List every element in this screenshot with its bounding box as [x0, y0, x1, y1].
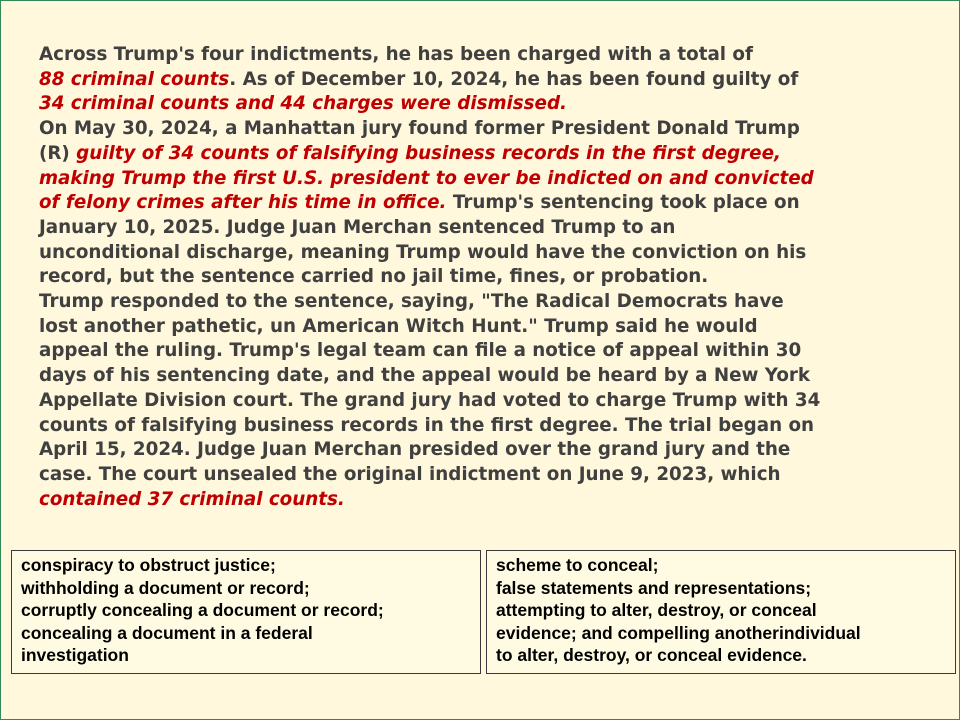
text-line: [39, 265, 939, 290]
text-line: [39, 43, 939, 68]
body-text: Trump's sentencing took place on: [446, 192, 800, 214]
text-line: [39, 389, 939, 414]
highlighted-text: guilty of 34 counts of falsifying business records in the first degree,: [76, 142, 781, 164]
highlighted-text: 34 criminal counts and 44 charges were dismissed.: [39, 93, 567, 115]
body-text: case. The court unsealed the original indictment on June 9, 2023, which: [39, 463, 781, 485]
charge-line: attempting to alter, destroy, or conceal: [496, 600, 817, 620]
text-line: [39, 167, 939, 192]
text-line: [39, 92, 939, 117]
highlighted-text: making Trump the first U.S. president to ever be indicted on and convicted: [39, 167, 814, 189]
right-charges-box: [486, 550, 956, 674]
body-text: Trump responded to the sentence, saying, "The Radical Democrats have: [39, 291, 784, 313]
body-text: record, but the sentence carried no jail time, fines, or probation.: [39, 266, 709, 288]
text-line: [39, 216, 939, 241]
charge-line: false statements and representations;: [496, 577, 812, 598]
charge-line: scheme to conceal;: [496, 555, 659, 575]
charge-line: concealing a document in a federal: [21, 622, 313, 643]
body-text: January 10, 2025. Judge Juan Merchan sentenced Trump to an: [39, 216, 676, 238]
text-line: [39, 339, 939, 364]
body-text: lost another pathetic, un American Witch Hunt." Trump said he would: [39, 315, 758, 337]
body-text: counts of falsifying business records in the first degree. The trial began on: [39, 414, 815, 436]
text-line: [39, 438, 939, 463]
text-line: [39, 488, 939, 513]
text-line: [39, 315, 939, 340]
text-line: [39, 364, 939, 389]
charge-line: investigation: [21, 645, 129, 665]
charge-line: conspiracy to obstruct justice;: [21, 555, 276, 575]
highlighted-text: of felony crimes after his time in office.: [39, 192, 447, 214]
body-text: unconditional discharge, meaning Trump would have the conviction on his: [39, 241, 807, 263]
text-line: [39, 142, 939, 167]
text-line: [39, 117, 939, 142]
body-text: . As of December 10, 2024, he has been found guilty of: [229, 68, 799, 90]
text-line: [39, 290, 939, 315]
charge-line: corruptly concealing a document or record;: [21, 600, 384, 620]
body-text: On May 30, 2024, a Manhattan jury found former President Donald Trump: [39, 118, 800, 140]
text-line: [39, 463, 939, 488]
text-line: [39, 68, 939, 93]
body-text: days of his sentencing date, and the appeal would be heard by a New York: [39, 365, 811, 387]
body-text: Appellate Division court. The grand jury had voted to charge Trump with 34: [39, 389, 821, 411]
body-text: (R): [39, 142, 77, 164]
left-charges-box: [11, 550, 481, 674]
charge-line: to alter, destroy, or conceal evidence.: [496, 645, 807, 665]
charge-line: withholding a document or record;: [21, 577, 310, 598]
body-text: Across Trump's four indictments, he has been charged with a total of: [39, 44, 753, 65]
charge-line: evidence; and compelling anotherindividual: [496, 622, 861, 643]
text-line: [39, 191, 939, 216]
body-text: appeal the ruling. Trump's legal team can file a notice of appeal within 30: [39, 340, 802, 362]
body-text: April 15, 2024. Judge Juan Merchan presided over the grand jury and the: [39, 439, 791, 461]
highlighted-text: 88 criminal counts: [39, 68, 230, 90]
text-line: [39, 241, 939, 266]
highlighted-text: contained 37 criminal counts.: [39, 488, 345, 510]
main-paragraph: [39, 43, 939, 512]
text-line: [39, 414, 939, 439]
